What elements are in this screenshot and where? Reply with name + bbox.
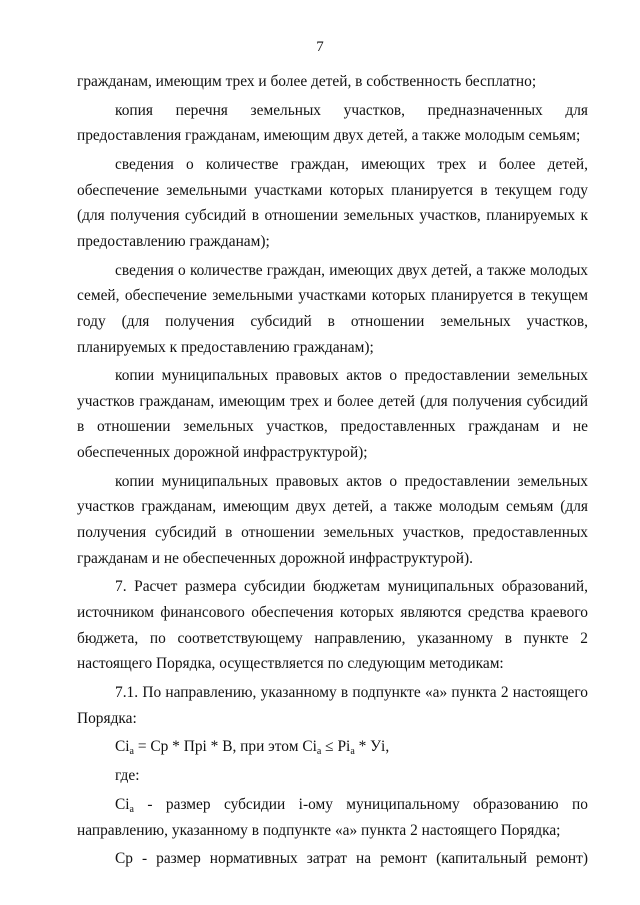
paragraph-6: копии муниципальных правовых актов о предоставлении земельных участков гражданам, имеющим двух детей, а также молодым семьям (для получения субсидий в отношении земельных участков, предоставленных гражданам и не обеспеченных дорожной инфраструктурой). <box>77 472 588 567</box>
paragraph-4: сведения о количестве граждан, имеющих двух детей, а также молодых семей, обеспечение земельными участками которых планируется в текущем году (для получения субсидий в отношении земельных участков, планируемых к предоставлению гражданам); <box>77 261 588 356</box>
where-label: где: <box>115 767 140 785</box>
definition-symbol-base: Ci <box>115 795 130 813</box>
paragraph-7: 7. Расчет размера субсидии бюджетам муниципальных образований, источником финансового обеспечения которых являются средства краевого бюджета, по соответствующему направлению, указанному в пункте 2 настоящего Порядка, осуществляется по следующим методикам: <box>77 578 588 673</box>
formula-cond-rhs: Pi <box>337 738 351 756</box>
definition-text: - размер нормативных затрат на ремонт (капитальный ремонт) <box>132 850 588 868</box>
paragraph-1: гражданам, имеющим трех и более детей, в собственность бесплатно; <box>77 73 537 90</box>
definition-symbol <box>115 850 133 867</box>
page-number: 7 <box>316 39 324 55</box>
definition-text: - размер субсидии i-ому муниципальному образованию по направлению, указанному в подпункте «а» пункта 2 настоящего Порядка; <box>77 795 588 839</box>
paragraph-5: копии муниципальных правовых актов о предоставлении земельных участков гражданам, имеющим трех и более детей (для получения субсидий в отношении земельных участков, предоставленных гражданам и не обеспеченных дорожной инфраструктурой); <box>77 367 588 462</box>
formula-cond-lhs-sub: а <box>316 746 322 758</box>
formula <box>77 734 588 760</box>
formula-rhs: = Ср * Прі * В, при этом <box>134 738 303 756</box>
formula-cond-tail: * Уi, <box>354 738 390 756</box>
definition-symbol-sub: а <box>129 803 134 815</box>
document-body <box>77 69 588 875</box>
definition-1 <box>77 792 588 843</box>
paragraph-8: 7.1. По направлению, указанному в подпункте «а» пункта 2 настоящего Порядка: <box>77 683 588 727</box>
definition-symbol-base: Ср <box>115 850 133 868</box>
paragraph-2: копия перечня земельных участков, предназначенных для предоставления гражданам, имеющим двух детей, а также молодым семьям; <box>77 101 588 145</box>
formula-cond-lhs: Ci <box>302 738 317 756</box>
formula-cond-op: ≤ <box>321 738 338 756</box>
paragraph-3: сведения о количестве граждан, имеющих трех и более детей, обеспечение земельными участками которых планируется в текущем году (для получения субсидий в отношении земельных участков, планируемых к предоставлению гражданам); <box>77 156 588 250</box>
definition-symbol <box>115 796 134 813</box>
formula-cond-rhs-sub: а <box>350 746 355 758</box>
formula-lhs-sub: а <box>129 746 134 758</box>
definition-2 <box>77 846 588 872</box>
formula-lhs: Ci <box>115 738 130 756</box>
